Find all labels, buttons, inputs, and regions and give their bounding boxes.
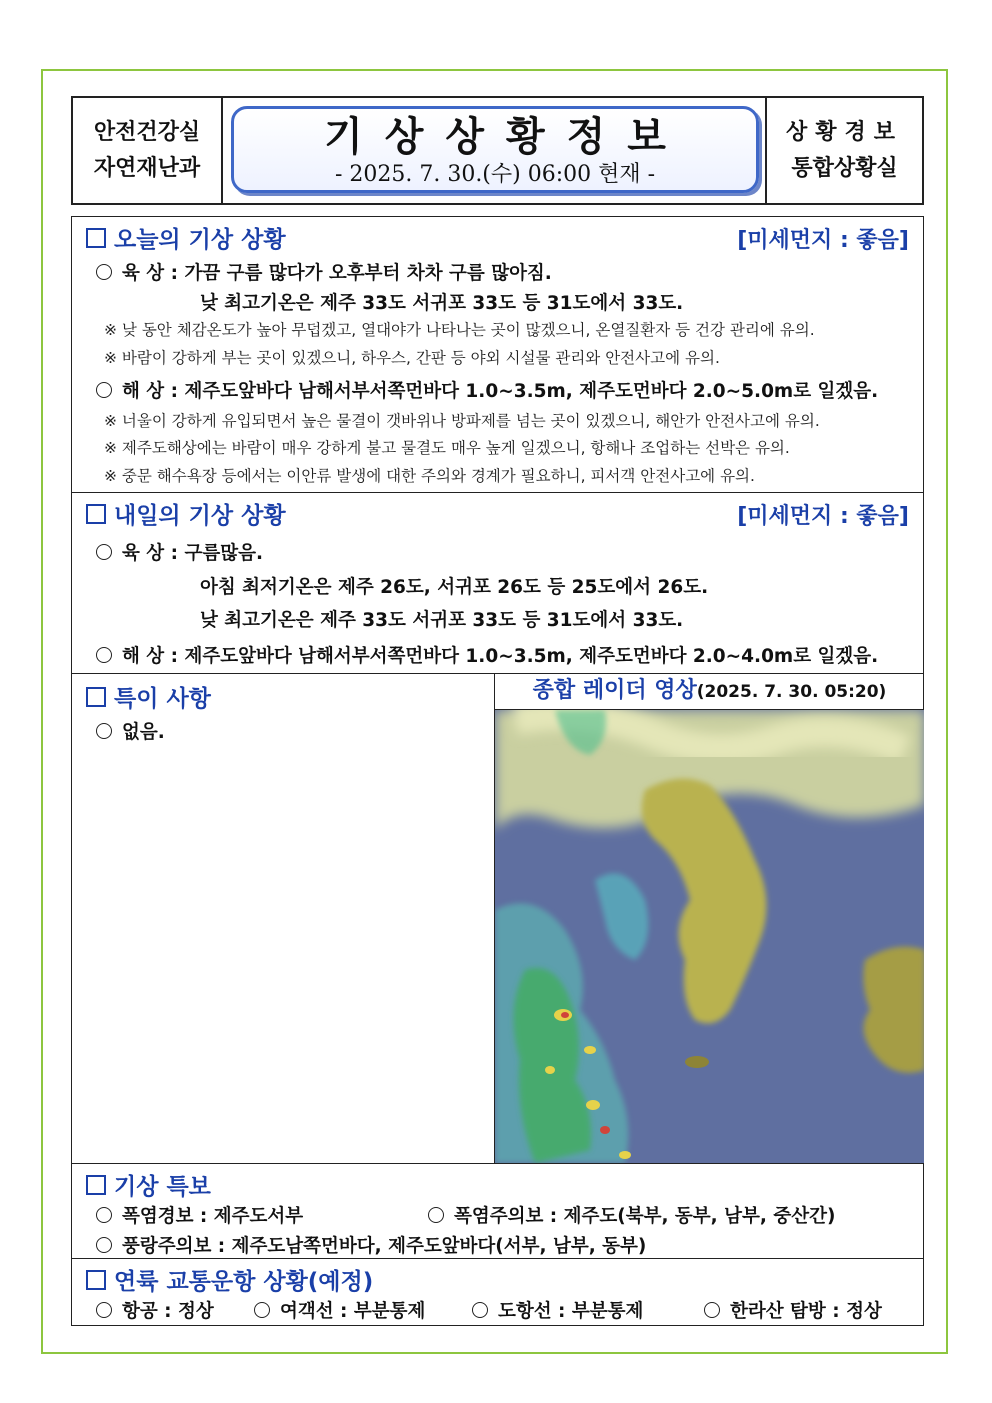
today-land-temp: 낮 최고기온은 제주 33도 서귀포 33도 등 31도에서 33도. [200,293,684,314]
transport-ferry: 여객선 : 부분통제 [254,1297,425,1323]
today-dust: [미세먼지 : 좋음] [737,228,909,253]
tomorrow-section [71,492,924,674]
warning-3: 풍랑주의보 : 제주도남쪽먼바다, 제주도앞바다(서부, 남부, 동부) [96,1232,646,1258]
radar-header [494,674,924,710]
checkbox-icon [86,1175,106,1195]
transport-hallasan: 한라산 탐방 : 정상 [704,1297,882,1323]
department-line2: 자연재난과 [93,155,201,181]
checkbox-icon [86,504,106,524]
radar-title: 종합 레이더 영상 [532,678,697,703]
special-item: 없음. [96,718,165,744]
circle-bullet-icon [96,723,112,739]
tomorrow-land-min: 아침 최저기온은 제주 26도, 서귀포 26도 등 25도에서 26도. [200,577,709,598]
circle-bullet-icon [96,264,112,280]
circle-bullet-icon [428,1207,444,1223]
office-line2: 통합상황실 [791,155,898,181]
circle-bullet-icon [96,1207,112,1223]
tomorrow-sea-line: 해 상 : 제주도앞바다 남해서부서쪽먼바다 1.0~3.5m, 제주도먼바다 2.0~4.0m로 일겠음. [96,642,878,668]
today-land-line: 육 상 : 가끔 구름 많다가 오후부터 차차 구름 많아짐. [96,259,552,285]
today-sea-line: 해 상 : 제주도앞바다 남해서부서쪽먼바다 1.0~3.5m, 제주도먼바다 2.0~5.0m로 일겠음. [96,377,878,403]
today-section [71,216,924,493]
office-line1: 상황경보 [785,119,903,145]
warning-2: 폭염주의보 : 제주도(북부, 동부, 남부, 중산간) [428,1202,835,1228]
radar-time: (2025. 7. 30. 05:20) [696,682,887,702]
circle-bullet-icon [96,647,112,663]
warning-1: 폭염경보 : 제주도서부 [96,1202,303,1228]
checkbox-icon [86,228,106,248]
today-note-4: ※ 제주도해상에는 바람이 매우 강하게 불고 물결도 매우 높게 일겠으니, 항해나 조업하는 선박은 유의. [104,439,790,457]
circle-bullet-icon [96,1302,112,1318]
circle-bullet-icon [704,1302,720,1318]
office-cell [765,98,922,203]
checkbox-icon [86,1270,106,1290]
page-subtitle: - 2025. 7. 30.(수) 06:00 현재 - [334,162,656,187]
transport-island-ferry: 도항선 : 부분통제 [472,1297,643,1323]
header [71,96,924,205]
special-title: 특이 사항 [86,680,211,713]
radar-image [494,710,924,1163]
today-note-1: ※ 낮 동안 체감온도가 높아 무덥겠고, 열대야가 나타나는 곳이 많겠으니, 온열질환자 등 건강 관리에 유의. [104,321,815,339]
page-title: 기상상황정보 [324,114,688,160]
transport-section [71,1258,924,1326]
transport-air: 항공 : 정상 [96,1297,214,1323]
radar-map-graphic [495,710,924,1163]
tomorrow-title: 내일의 기상 상황 [86,497,286,530]
circle-bullet-icon [96,1237,112,1253]
tomorrow-land-max: 낮 최고기온은 제주 33도 서귀포 33도 등 31도에서 33도. [200,610,684,631]
circle-bullet-icon [254,1302,270,1318]
transport-title: 연륙 교통운항 상황(예정) [86,1263,373,1296]
warnings-section [71,1163,924,1259]
circle-bullet-icon [472,1302,488,1318]
department-line1: 안전건강실 [93,119,201,145]
department-cell [73,98,223,203]
tomorrow-dust: [미세먼지 : 좋음] [737,504,909,529]
today-note-3: ※ 너울이 강하게 유입되면서 높은 물결이 갯바위나 방파제를 넘는 곳이 있겠으니, 해안가 안전사고에 유의. [104,412,820,430]
circle-bullet-icon [96,544,112,560]
checkbox-icon [86,687,106,707]
today-note-2: ※ 바람이 강하게 부는 곳이 있겠으니, 하우스, 간판 등 야외 시설물 관리와 안전사고에 유의. [104,349,720,367]
today-note-5: ※ 중문 해수욕장 등에서는 이안류 발생에 대한 주의와 경계가 필요하니, 피서객 안전사고에 유의. [104,467,755,485]
warnings-title: 기상 특보 [86,1168,211,1201]
title-box [231,106,759,193]
tomorrow-land-line: 육 상 : 구름많음. [96,539,263,565]
circle-bullet-icon [96,382,112,398]
today-title: 오늘의 기상 상황 [86,221,286,254]
